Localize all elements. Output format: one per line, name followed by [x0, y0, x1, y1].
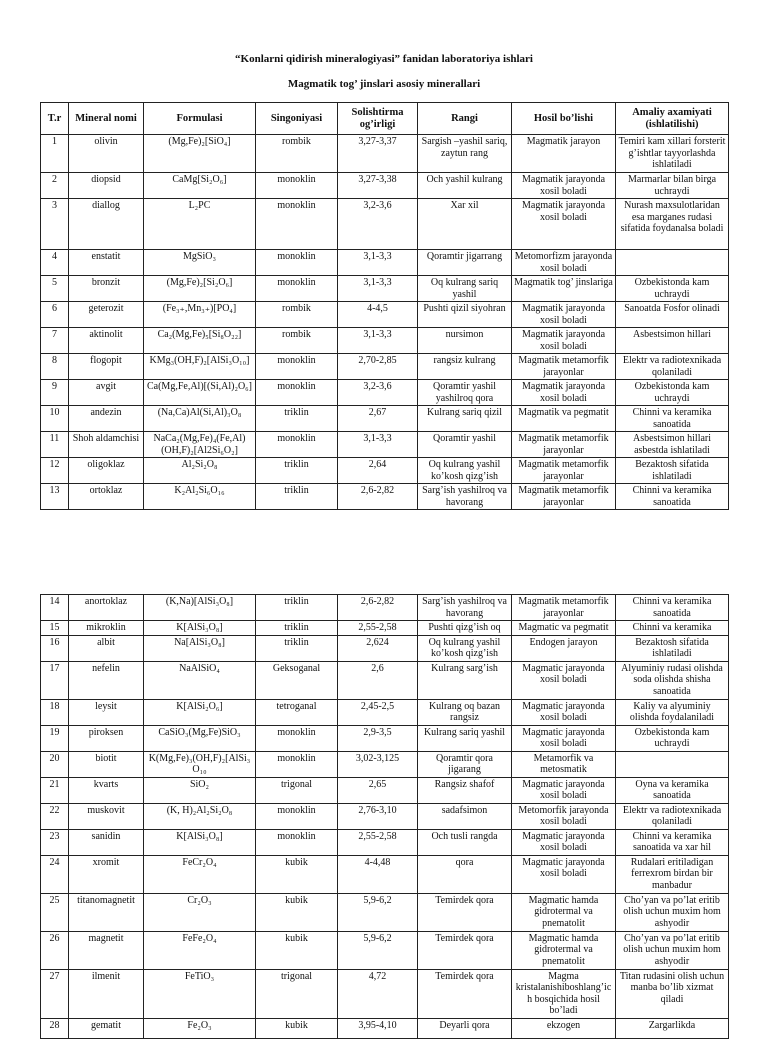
table-row	[41, 751, 729, 777]
table-cell: 4	[41, 250, 69, 276]
table-cell: FeCr₂O₄	[144, 855, 256, 893]
table-cell: 6	[41, 302, 69, 328]
table-row	[41, 803, 729, 829]
table-cell: sadafsimon	[418, 803, 512, 829]
table-cell: 3,95-4,10	[338, 1018, 418, 1038]
table-cell: Cho’yan va po’lat eritib olish uchun muxim hom ashyodir	[616, 893, 729, 931]
table-cell: avgit	[69, 380, 144, 406]
table-cell: flogopit	[69, 354, 144, 380]
table-cell: 5,9-6,2	[338, 893, 418, 931]
table-cell: Cr₂O₃	[144, 893, 256, 931]
table-cell: sanidin	[69, 829, 144, 855]
table-cell: Ozbekistonda kam uchraydi	[616, 276, 729, 302]
table-cell: Kulrang sarg’ish	[418, 661, 512, 699]
table-cell: Magmatik jarayonda xosil boladi	[512, 302, 616, 328]
table-cell: Ozbekistonda kam uchraydi	[616, 725, 729, 751]
table-cell: Magmatik va pegmatit	[512, 406, 616, 432]
table-row	[41, 855, 729, 893]
table-cell: 26	[41, 931, 69, 969]
table-cell: 20	[41, 751, 69, 777]
table-cell: 3,27-3,37	[338, 135, 418, 173]
header-cell: Formulasi	[144, 103, 256, 135]
table-cell: FeTiO₃	[144, 969, 256, 1018]
table-cell: SiO₂	[144, 777, 256, 803]
table-cell: KMg₃(OH,F)₂[AlSi₃O₁₀]	[144, 354, 256, 380]
table-cell: Magmatik metamorfik jarayonlar	[512, 432, 616, 458]
table-cell: Asbestsimon hillari	[616, 328, 729, 354]
table-cell: aktinolit	[69, 328, 144, 354]
table-cell: Cho’yan va po’lat eritib olish uchun muxim hom ashyodir	[616, 931, 729, 969]
table-cell: Qoramtir yashil yashilroq qora	[418, 380, 512, 406]
table-cell: kubik	[256, 855, 338, 893]
table-cell: Metamorfik va metosmatik	[512, 751, 616, 777]
table-cell: Kulrang oq bazan rangsiz	[418, 699, 512, 725]
table-row	[41, 699, 729, 725]
table-row	[41, 725, 729, 751]
table-cell: 3,1-3,3	[338, 250, 418, 276]
table-cell: 22	[41, 803, 69, 829]
table-cell: Magma kristalanishiboshlang’ich bosqichida hosil bo’ladi	[512, 969, 616, 1018]
table-cell: Elektr va radiotexnikada qolaniladi	[616, 354, 729, 380]
table-cell: oligoklaz	[69, 458, 144, 484]
table-cell: Marmarlar bilan birga uchraydi	[616, 173, 729, 199]
table-cell: CaMg[Si₂O₆]	[144, 173, 256, 199]
table-cell: Ca₂(Mg,Fe)₅[Si₈O₂₂]	[144, 328, 256, 354]
table-cell: Pushti qizil siyohran	[418, 302, 512, 328]
table-cell: Magmatik metamorfik jarayonlar	[512, 484, 616, 510]
table-cell: Asbestsimon hillari asbestda ishlatiladi	[616, 432, 729, 458]
table-cell: Geksoganal	[256, 661, 338, 699]
table-row	[41, 406, 729, 432]
table-row	[41, 380, 729, 406]
table-cell: Magmatik tog’ jinslariga	[512, 276, 616, 302]
table-cell: triklin	[256, 406, 338, 432]
table-cell: 4,72	[338, 969, 418, 1018]
table-cell: Nurash maxsulotlaridan esa marganes rudasi sifatida foydanalsa boladi	[616, 199, 729, 250]
table-row	[41, 635, 729, 661]
table-cell: 3,02-3,125	[338, 751, 418, 777]
table-cell: Magmatik metamorfik jarayonlar	[512, 458, 616, 484]
table-cell: triklin	[256, 458, 338, 484]
table-cell: Sargish –yashil sariq, zaytun rang	[418, 135, 512, 173]
table-cell: Shoh aldamchisi	[69, 432, 144, 458]
table-cell: monoklin	[256, 354, 338, 380]
table-cell: Temirdek qora	[418, 931, 512, 969]
table-row	[41, 595, 729, 621]
table-cell: Chinni va keramika	[616, 621, 729, 636]
table-cell: 3,1-3,3	[338, 276, 418, 302]
table-cell: monoklin	[256, 829, 338, 855]
table-cell: monoklin	[256, 173, 338, 199]
header-cell: Mineral nomi	[69, 103, 144, 135]
table-cell: biotit	[69, 751, 144, 777]
table-cell: Oq kulrang yashil ko’kosh qizg’ish	[418, 635, 512, 661]
table-cell: 24	[41, 855, 69, 893]
table-cell: bronzit	[69, 276, 144, 302]
table-cell: 2,624	[338, 635, 418, 661]
table-body	[41, 595, 729, 1039]
table-cell: Temirdek qora	[418, 969, 512, 1018]
table-cell: Endogen jarayon	[512, 635, 616, 661]
table-cell: Sanoatda Fosfor olinadi	[616, 302, 729, 328]
table-cell: Magmatik jarayonda xosil boladi	[512, 199, 616, 250]
table-cell: nefelin	[69, 661, 144, 699]
table-cell: kubik	[256, 893, 338, 931]
table-cell: monoklin	[256, 276, 338, 302]
header-cell: T.r	[41, 103, 69, 135]
table-cell: Oyna va keramika sanoatida	[616, 777, 729, 803]
table-cell: Rangsiz shafof	[418, 777, 512, 803]
table-cell: kubik	[256, 1018, 338, 1038]
table-cell: rangsiz kulrang	[418, 354, 512, 380]
table-cell: Magmatic jarayonda xosil boladi	[512, 699, 616, 725]
table-cell: mikroklin	[69, 621, 144, 636]
table-cell: andezin	[69, 406, 144, 432]
table-cell: 14	[41, 595, 69, 621]
table-cell: triklin	[256, 621, 338, 636]
header-cell: Rangi	[418, 103, 512, 135]
table-cell: Chinni va keramika sanoatida	[616, 406, 729, 432]
table-cell: 13	[41, 484, 69, 510]
table-cell: 9	[41, 380, 69, 406]
table-cell: 7	[41, 328, 69, 354]
header-cell: Singoniyasi	[256, 103, 338, 135]
table-cell: Magmatik jarayonda xosil boladi	[512, 328, 616, 354]
table-cell: xromit	[69, 855, 144, 893]
table-cell: 2,9-3,5	[338, 725, 418, 751]
table-cell: triklin	[256, 595, 338, 621]
table-cell: (K,Na)[AlSi₃O₈]	[144, 595, 256, 621]
table-row	[41, 829, 729, 855]
table-cell: Elektr va radiotexnikada qolaniladi	[616, 803, 729, 829]
table-cell: 2,6-2,82	[338, 484, 418, 510]
table-row	[41, 302, 729, 328]
table-row	[41, 969, 729, 1018]
table-cell	[616, 250, 729, 276]
table-cell: muskovit	[69, 803, 144, 829]
table-cell: 3,2-3,6	[338, 199, 418, 250]
table-row	[41, 432, 729, 458]
table-cell: 4-4,48	[338, 855, 418, 893]
table-header-row	[41, 103, 729, 135]
table-cell: Metomorfik jarayonda xosil boladi	[512, 803, 616, 829]
table-cell: triklin	[256, 635, 338, 661]
table-cell: K[AlSi₂O₆]	[144, 699, 256, 725]
table-cell: Qoramtir jigarrang	[418, 250, 512, 276]
table-cell: 3	[41, 199, 69, 250]
table-cell: Kulrang sariq yashil	[418, 725, 512, 751]
table-cell: 10	[41, 406, 69, 432]
table-cell: 5	[41, 276, 69, 302]
table-cell: Och tusli rangda	[418, 829, 512, 855]
table-cell: Fe₂O₃	[144, 1018, 256, 1038]
table-cell: Oq kulrang yashil ko’kosh qizg’ish	[418, 458, 512, 484]
table-cell: 3,2-3,6	[338, 380, 418, 406]
table-cell: Temiri kam xillari forsterit g’ishtlar tayyorlashda ishlatiladi	[616, 135, 729, 173]
header-cell: Amaliy axamiyati (ishlatilishi)	[616, 103, 729, 135]
table-cell: geterozit	[69, 302, 144, 328]
table-cell: NaCa₂(Mg,Fe)₄(Fe,Al)(OH,F)₂[Al2Si₆O₂]	[144, 432, 256, 458]
table-cell: NaAlSiO₄	[144, 661, 256, 699]
table-row	[41, 354, 729, 380]
table-cell: 21	[41, 777, 69, 803]
table-cell: Bezaktosh sifatida ishlatiladi	[616, 635, 729, 661]
table-cell: monoklin	[256, 250, 338, 276]
table-row	[41, 328, 729, 354]
table-cell: ekzogen	[512, 1018, 616, 1038]
table-cell: diallog	[69, 199, 144, 250]
table-cell: Magmatic jarayonda xosil boladi	[512, 829, 616, 855]
header-cell: Hosil bo’lishi	[512, 103, 616, 135]
table-row	[41, 135, 729, 173]
table-cell: rombik	[256, 135, 338, 173]
table-cell: triklin	[256, 484, 338, 510]
table-cell: 15	[41, 621, 69, 636]
table-cell: Kulrang sariq qizil	[418, 406, 512, 432]
table-cell: K(Mg,Fe)₃(OH,F)₂[AlSi₃O₁₀	[144, 751, 256, 777]
table-row	[41, 893, 729, 931]
table-cell: Magmatic hamda gidrotermal va pnematolit	[512, 893, 616, 931]
table-cell: 25	[41, 893, 69, 931]
table-cell: kubik	[256, 931, 338, 969]
table-cell: 2,67	[338, 406, 418, 432]
table-cell: 18	[41, 699, 69, 725]
table-cell: 8	[41, 354, 69, 380]
table-cell: ortoklaz	[69, 484, 144, 510]
table-cell: (Mg,Fe)₂[SiO₄]	[144, 135, 256, 173]
table-cell: titanomagnetit	[69, 893, 144, 931]
table-cell	[616, 751, 729, 777]
table-cell: (Fe₃₊,Mn₃₊)[PO₄]	[144, 302, 256, 328]
table-cell: Titan rudasini olish uchun manba bo’lib xizmat qiladi	[616, 969, 729, 1018]
table-cell: 3,1-3,3	[338, 328, 418, 354]
table-cell: 2,6	[338, 661, 418, 699]
table-cell: Zargarlikda	[616, 1018, 729, 1038]
table-cell: 3,1-3,3	[338, 432, 418, 458]
table-cell: MgSiO₃	[144, 250, 256, 276]
table-cell: nursimon	[418, 328, 512, 354]
table-cell: 28	[41, 1018, 69, 1038]
table-cell: Deyarli qora	[418, 1018, 512, 1038]
table-cell: 23	[41, 829, 69, 855]
table-cell: 5,9-6,2	[338, 931, 418, 969]
table-cell: Kaliy va alyuminiy olishda foydalaniladi	[616, 699, 729, 725]
table-cell: monoklin	[256, 380, 338, 406]
table-cell: Alyuminiy rudasi olishda soda olishda shisha sanoatida	[616, 661, 729, 699]
table-cell: 11	[41, 432, 69, 458]
table-cell: FeFe₂O₄	[144, 931, 256, 969]
table-cell: Magmatic hamda gidrotermal va pnematolit	[512, 931, 616, 969]
table-row	[41, 250, 729, 276]
table-row	[41, 931, 729, 969]
table-cell: Qoramtir yashil	[418, 432, 512, 458]
table-cell: trigonal	[256, 777, 338, 803]
table-cell: Xar xil	[418, 199, 512, 250]
table-cell: 2,64	[338, 458, 418, 484]
table-cell: diopsid	[69, 173, 144, 199]
table-cell: magnetit	[69, 931, 144, 969]
table-cell: Al₂Si₂O₈	[144, 458, 256, 484]
table-row	[41, 621, 729, 636]
table-cell: Chinni va keramika sanoatida	[616, 595, 729, 621]
table-cell: 2,76-3,10	[338, 803, 418, 829]
table-cell: 19	[41, 725, 69, 751]
table-cell: Magmatic jarayonda xosil boladi	[512, 661, 616, 699]
table-cell: Magmatik metamorfik jarayonlar	[512, 354, 616, 380]
table-cell: Ca(Mg,Fe,Al)[(Si,Al)₂O₆]	[144, 380, 256, 406]
table-cell: Magmatik jarayon	[512, 135, 616, 173]
table-cell: Magmatic jarayonda xosil boladi	[512, 725, 616, 751]
table-cell: Oq kulrang sariq yashil	[418, 276, 512, 302]
table-cell: Sarg’ish yashilroq va havorang	[418, 595, 512, 621]
table-cell: Magmatik jarayonda xosil boladi	[512, 173, 616, 199]
table-cell: monoklin	[256, 199, 338, 250]
table-row	[41, 458, 729, 484]
document-subtitle: Magmatik tog’ jinslari asosiy minerallari	[287, 78, 481, 90]
table-row	[41, 276, 729, 302]
table-cell: rombik	[256, 328, 338, 354]
minerals-table-part-1	[40, 102, 729, 510]
table-cell: Ozbekistonda kam uchraydi	[616, 380, 729, 406]
table-cell: albit	[69, 635, 144, 661]
table-cell: trigonal	[256, 969, 338, 1018]
table-cell: Na[AlSi₃O₈]	[144, 635, 256, 661]
table-cell: 1	[41, 135, 69, 173]
table-cell: gematit	[69, 1018, 144, 1038]
table-cell: Sarg’ish yashilroq va havorang	[418, 484, 512, 510]
table-cell: Chinni va keramika sanoatida va xar hil	[616, 829, 729, 855]
table-cell: 2,55-2,58	[338, 621, 418, 636]
table-cell: Magmatic va pegmatit	[512, 621, 616, 636]
table-cell: 4-4,5	[338, 302, 418, 328]
table-cell: monoklin	[256, 751, 338, 777]
table-cell: K[AlSi₃O₈]	[144, 829, 256, 855]
header-cell: Solishtirma og’irligi	[338, 103, 418, 135]
table-cell: (Mg,Fe)₂[Si₂O₆]	[144, 276, 256, 302]
table-cell: leysit	[69, 699, 144, 725]
table-cell: 2,55-2,58	[338, 829, 418, 855]
table-cell: L₂PC	[144, 199, 256, 250]
table-cell: 3,27-3,38	[338, 173, 418, 199]
table-cell: Chinni va keramika sanoatida	[616, 484, 729, 510]
table-cell: enstatit	[69, 250, 144, 276]
table-cell: olivin	[69, 135, 144, 173]
table-cell: 2,6-2,82	[338, 595, 418, 621]
table-row	[41, 1018, 729, 1038]
table-cell: Pushti qizg’ish oq	[418, 621, 512, 636]
table-row	[41, 777, 729, 803]
document-title: “Konlarni qidirish mineralogiyasi” fanidan laboratoriya ishlari	[235, 53, 533, 65]
table-cell: Temirdek qora	[418, 893, 512, 931]
table-row	[41, 173, 729, 199]
table-cell: 2,65	[338, 777, 418, 803]
table-row	[41, 199, 729, 250]
table-row	[41, 661, 729, 699]
table-cell: monoklin	[256, 803, 338, 829]
table-cell: qora	[418, 855, 512, 893]
table-cell: monoklin	[256, 432, 338, 458]
table-cell: (Na,Ca)Al(Si,Al)₃O₈	[144, 406, 256, 432]
table-cell: 16	[41, 635, 69, 661]
minerals-table-part-2	[40, 594, 729, 1039]
table-cell: 12	[41, 458, 69, 484]
table-cell: CaSiO₃(Mg,Fe)SiO₃	[144, 725, 256, 751]
table-cell: ilmenit	[69, 969, 144, 1018]
table-cell: Bezaktosh sifatida ishlatiladi	[616, 458, 729, 484]
table-cell: Och yashil kulrang	[418, 173, 512, 199]
table-cell: 2	[41, 173, 69, 199]
table-cell: tetroganal	[256, 699, 338, 725]
table-cell: Qoramtir qora jigarang	[418, 751, 512, 777]
table-cell: K[AlSi₃O₈]	[144, 621, 256, 636]
table-cell: monoklin	[256, 725, 338, 751]
table-cell: anortoklaz	[69, 595, 144, 621]
table-cell: 2,70-2,85	[338, 354, 418, 380]
table-cell: Metomorfizm jarayonda xosil boladi	[512, 250, 616, 276]
table-cell: 27	[41, 969, 69, 1018]
table-cell: kvarts	[69, 777, 144, 803]
table-body	[41, 135, 729, 510]
table-cell: Magmatik jarayonda xosil boladi	[512, 380, 616, 406]
table-cell: Magmatik metamorfik jarayonlar	[512, 595, 616, 621]
table-cell: Magmatic jarayonda xosil boladi	[512, 855, 616, 893]
table-cell: piroksen	[69, 725, 144, 751]
table-cell: 2,45-2,5	[338, 699, 418, 725]
table-cell: 17	[41, 661, 69, 699]
table-cell: K₂Al₂Si₆O₁₆	[144, 484, 256, 510]
table-cell: Rudalari eritiladigan ferrexrom birdan bir manbadur	[616, 855, 729, 893]
table-cell: (K, H)₂Al₂Si₂O₈	[144, 803, 256, 829]
table-cell: Magmatic jarayonda xosil boladi	[512, 777, 616, 803]
table-cell: rombik	[256, 302, 338, 328]
table-row	[41, 484, 729, 510]
